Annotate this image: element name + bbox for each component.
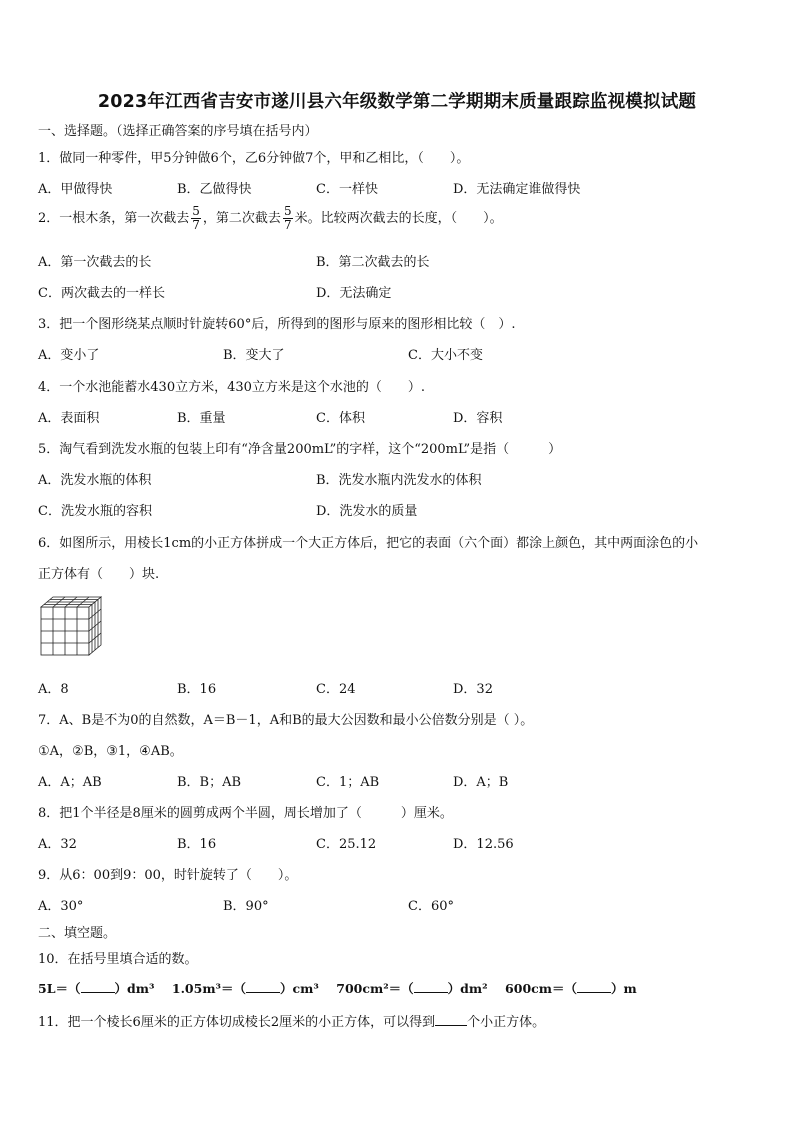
q6-option-a[interactable]: A．8 bbox=[38, 682, 69, 697]
q7-option-a[interactable]: A．A；AB bbox=[38, 775, 102, 790]
question-1: 1．做同一种零件，甲5分钟做6个，乙6分钟做7个，甲和乙相比，（ ）。 bbox=[38, 151, 470, 166]
q2-text-c: 米。比较两次截去的长度，（ ）。 bbox=[294, 211, 503, 226]
q5-option-c[interactable]: C．洗发水瓶的容积 bbox=[38, 504, 152, 519]
q4-option-d[interactable]: D．容积 bbox=[453, 411, 503, 426]
fraction-5-7-second: $\frac{5}{7}$ bbox=[283, 204, 292, 232]
question-6-line-1: 6．如图所示，用棱长1cm的小正方体拼成一个大正方体后，把它的表面（六个面）都涂上颜色，其中两面涂色的小 bbox=[38, 536, 699, 551]
q5-option-b[interactable]: B．洗发水瓶内洗发水的体积 bbox=[316, 473, 482, 488]
q5-option-a[interactable]: A．洗发水瓶的体积 bbox=[38, 473, 152, 488]
q3-option-b[interactable]: B．变大了 bbox=[223, 348, 285, 363]
q2-option-c[interactable]: C．两次截去的一样长 bbox=[38, 286, 165, 301]
answer-blank[interactable] bbox=[246, 980, 280, 993]
q9-option-c[interactable]: C．60° bbox=[408, 899, 454, 914]
section-heading-fill: 二、填空题。 bbox=[38, 926, 117, 941]
q7-option-c[interactable]: C．1；AB bbox=[316, 775, 380, 790]
q2-option-a[interactable]: A．第一次截去的长 bbox=[38, 255, 152, 270]
q10-conversion-row bbox=[38, 979, 637, 997]
answer-blank[interactable] bbox=[577, 980, 611, 993]
q1-option-a[interactable]: A．甲做得快 bbox=[38, 182, 113, 197]
q8-option-a[interactable]: A．32 bbox=[38, 837, 77, 852]
answer-blank[interactable] bbox=[435, 1013, 467, 1026]
answer-blank[interactable] bbox=[81, 980, 115, 993]
q10-item-3: 700cm²＝（ ）dm² bbox=[336, 981, 488, 996]
q7-choices-list: ①A，②B，③1，④AB。 bbox=[38, 744, 183, 759]
page-title: 2023年江西省吉安市遂川县六年级数学第二学期期末质量跟踪监视模拟试题 bbox=[97, 92, 697, 112]
question-5: 5．淘气看到洗发水瓶的包装上印有“净含量200mL”的字样，这个“200mL”是指（ ） bbox=[38, 442, 562, 457]
q2-text-a: 2．一根木条，第一次截去 bbox=[38, 211, 190, 226]
q6-option-d[interactable]: D．32 bbox=[453, 682, 493, 697]
question-9: 9．从6：00到9：00，时针旋转了（ ）。 bbox=[38, 868, 298, 883]
q3-option-c[interactable]: C．大小不变 bbox=[408, 348, 483, 363]
q9-option-a[interactable]: A．30° bbox=[38, 899, 84, 914]
q9-option-b[interactable]: B．90° bbox=[223, 899, 269, 914]
section-heading-choice: 一、选择题。（选择正确答案的序号填在括号内） bbox=[38, 124, 318, 139]
q2-text-b: ，第二次截去 bbox=[202, 211, 281, 226]
q10-item-2: 1.05m³＝（ ）cm³ bbox=[171, 981, 319, 996]
question-6-line-2: 正方体有（ ）块. bbox=[38, 567, 160, 582]
q8-option-c[interactable]: C．25.12 bbox=[316, 837, 377, 852]
answer-blank[interactable] bbox=[414, 980, 448, 993]
q8-option-b[interactable]: B．16 bbox=[177, 837, 217, 852]
q10-item-4: 600cm＝（ ）m bbox=[505, 981, 637, 996]
q3-option-a[interactable]: A．变小了 bbox=[38, 348, 100, 363]
q6-option-b[interactable]: B．16 bbox=[177, 682, 217, 697]
q4-option-b[interactable]: B．重量 bbox=[177, 411, 226, 426]
q1-option-d[interactable]: D．无法确定谁做得快 bbox=[453, 182, 581, 197]
q8-option-d[interactable]: D．12.56 bbox=[453, 837, 514, 852]
cube-figure bbox=[40, 596, 104, 658]
q4-option-c[interactable]: C．体积 bbox=[316, 411, 365, 426]
question-3: 3．把一个图形绕某点顺时针旋转60°后，所得到的图形与原来的图形相比较（ ）. bbox=[38, 317, 516, 332]
question-7: 7．A、B是不为0的自然数，A＝B－1，A和B的最大公因数和最小公倍数分别是（ ）。 bbox=[38, 713, 534, 728]
fraction-5-7-first: $\frac{5}{7}$ bbox=[192, 204, 200, 232]
q2-option-d[interactable]: D．无法确定 bbox=[316, 286, 392, 301]
q2-option-b[interactable]: B．第二次截去的长 bbox=[316, 255, 430, 270]
question-8: 8．把1个半径是8厘米的圆剪成两个半圆，周长增加了（ ）厘米。 bbox=[38, 806, 453, 821]
q7-option-b[interactable]: B．B；AB bbox=[177, 775, 242, 790]
question-11: 11．把一个棱长6厘米的正方体切成棱长2厘米的小正方体，可以得到 个小正方体。 bbox=[38, 1015, 546, 1030]
q1-option-b[interactable]: B．乙做得快 bbox=[177, 182, 252, 197]
q1-option-c[interactable]: C．一样快 bbox=[316, 182, 378, 197]
q4-option-a[interactable]: A．表面积 bbox=[38, 411, 100, 426]
q7-option-d[interactable]: D．A；B bbox=[453, 775, 509, 790]
q5-option-d[interactable]: D．洗发水的质量 bbox=[316, 504, 418, 519]
question-10: 10．在括号里填合适的数。 bbox=[38, 952, 198, 967]
question-4: 4．一个水池能蓄水430立方米，430立方米是这个水池的（ ）. bbox=[38, 380, 426, 395]
q6-option-c[interactable]: C．24 bbox=[316, 682, 356, 697]
q10-item-1: 5L＝（ ）dm³ bbox=[38, 981, 155, 996]
question-2 bbox=[38, 205, 503, 232]
